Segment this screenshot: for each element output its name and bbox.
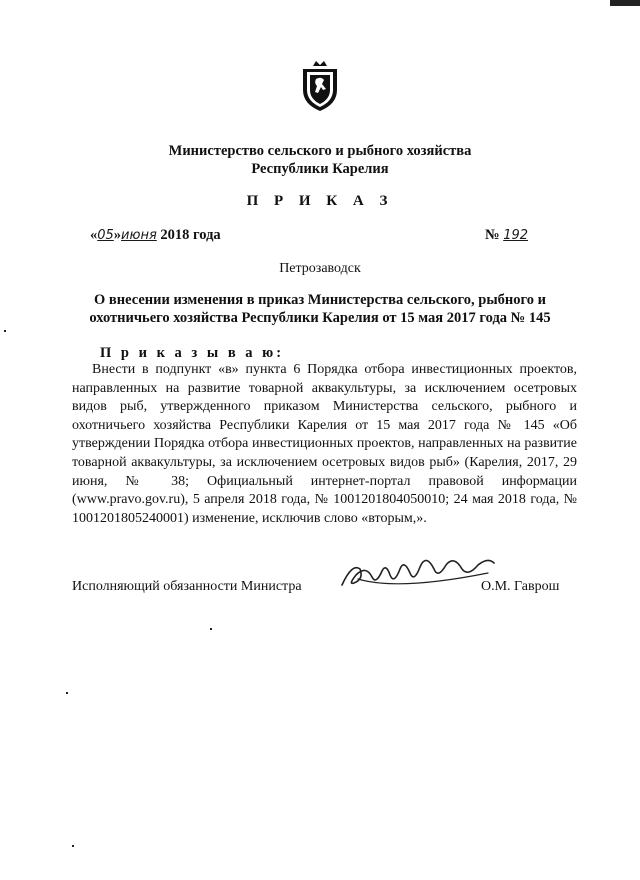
date-separator: » <box>113 227 122 243</box>
handwritten-signature <box>338 545 498 595</box>
number-value: 192 <box>503 228 529 243</box>
document-subject: О внесении изменения в приказ Министерства сельского, рыбного и охотничьего хозяйства Республики Карелия от 15 мая 2017 года № 145 <box>89 292 551 326</box>
scan-mark <box>72 845 74 847</box>
document-number <box>485 227 528 244</box>
date-year: 2018 года <box>156 227 221 243</box>
number-label: № <box>485 227 504 243</box>
scan-mark <box>210 628 212 630</box>
date-month: июня <box>121 228 157 243</box>
karelia-coat-of-arms-icon <box>300 60 340 112</box>
order-word: П р и к а з ы в а ю: <box>100 345 285 361</box>
scan-mark <box>610 0 640 6</box>
ministry-name-line2: Республики Карелия <box>251 161 389 177</box>
date-day: 05 <box>97 228 114 243</box>
document-type-title: П Р И К А З <box>246 193 394 209</box>
scan-mark <box>4 330 6 332</box>
signatory-name: О.М. Гаврош <box>481 579 560 594</box>
date-open-quote: « <box>90 227 98 243</box>
document-date <box>90 227 221 244</box>
order-paragraph: Внести в подпункт «в» пункта 6 Порядка отбора инвестиционных проектов, направленных на развитие товарной аквакультуры, за исключением осетровых видов рыб, утвержденного приказом Министерства сельского, рыбного и охотничьего хозяйства Республики Карелия от 15 мая 2017 года № 145 «Об утверждении Порядка отбора инвестиционных проектов, направленных на развитие товарной аквакультуры, за исключением осетровых видов рыб» (Карелия, 2017, 29 июня, № 38; Официальный интернет-портал правовой информации (www.pravo.gov.ru), 5 апреля 2018 года, № 1001201804050010; 24 мая 2018 года, № 1001201805240001) изменение, исключив слово «вторым,». <box>72 362 577 526</box>
document-city: Петрозаводск <box>279 261 361 276</box>
signatory-title: Исполняющий обязанности Министра <box>72 579 302 594</box>
scan-mark <box>66 692 68 694</box>
ministry-name-line1: Министерство сельского и рыбного хозяйства <box>168 143 472 159</box>
